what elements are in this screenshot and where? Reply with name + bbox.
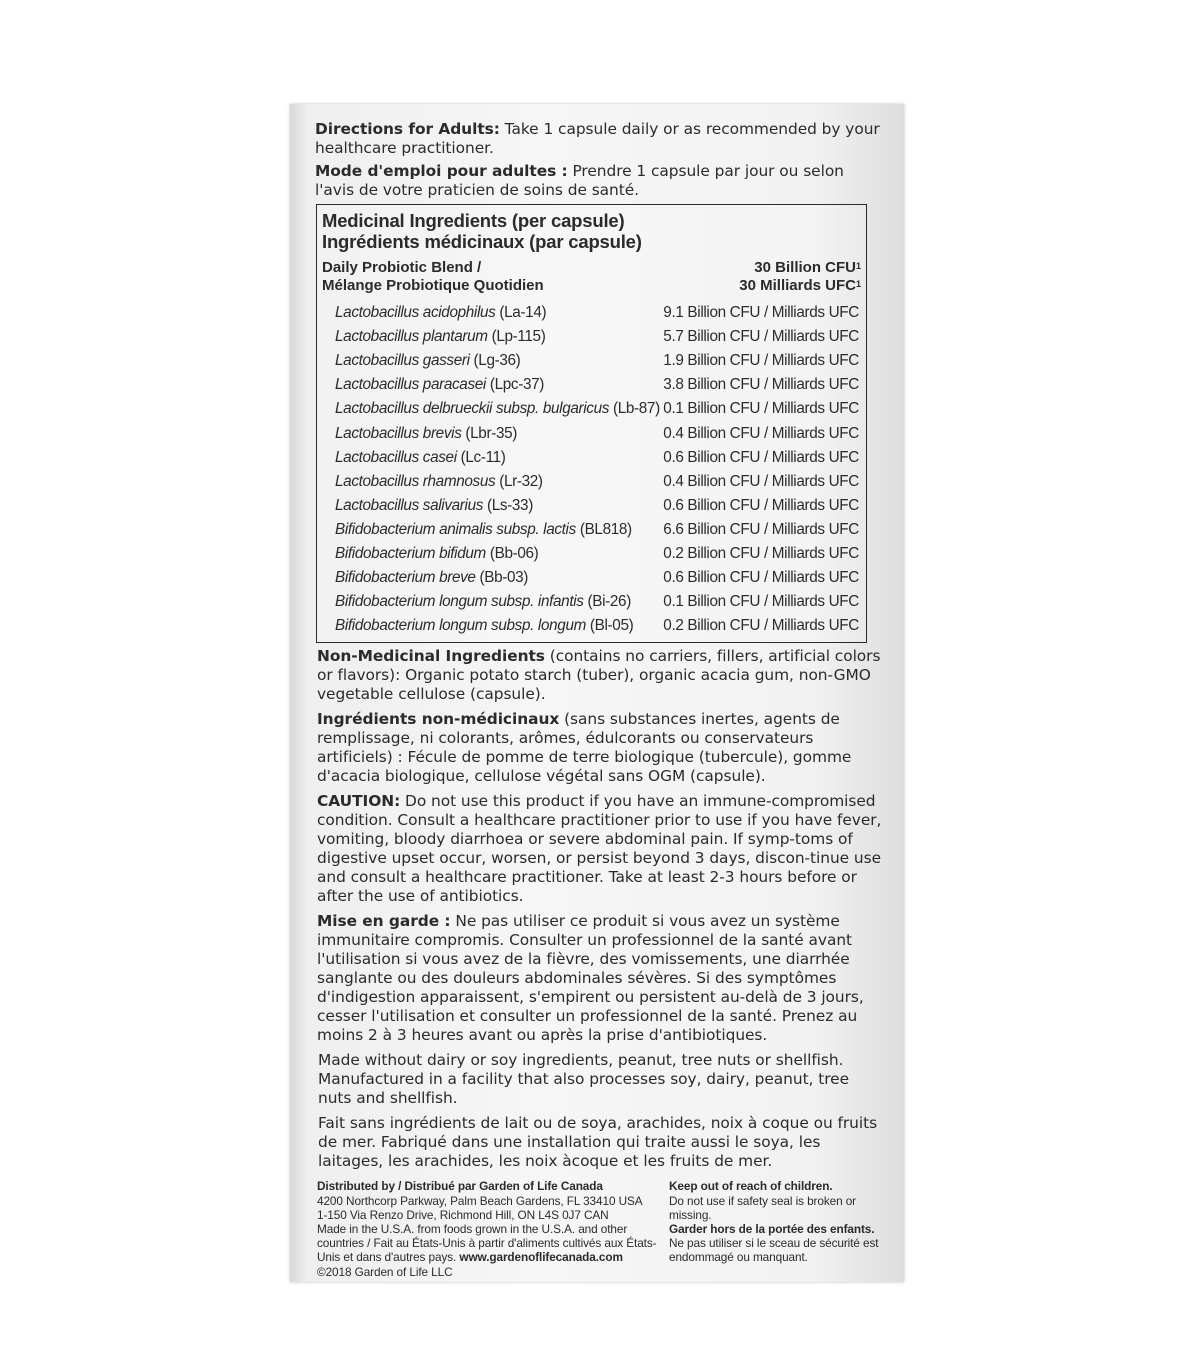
strain-code: (Lc-11)	[456, 448, 506, 466]
strain-code: (Lpc-37)	[485, 376, 545, 394]
medicinal-ingredients-table	[316, 204, 867, 643]
strain-row	[322, 421, 861, 445]
directions-en-label: Directions for Adults:	[315, 120, 500, 138]
table-title-fr: Ingrédients médicinaux (par capsule)	[322, 231, 642, 252]
keep-out-fr	[669, 1222, 879, 1265]
strain-amount: 0.4 Billion CFU / Milliards UFC	[663, 424, 859, 442]
strain-name	[322, 304, 546, 322]
safety-info	[663, 1179, 879, 1278]
strain-amount: 0.1 Billion CFU / Milliards UFC	[663, 593, 859, 611]
directions-fr-label: Mode d'emploi pour adultes :	[315, 162, 568, 180]
strain-amount: 0.4 Billion CFU / Milliards UFC	[663, 472, 859, 490]
strain-row	[322, 301, 861, 325]
strain-amount: 0.6 Billion CFU / Milliards UFC	[663, 569, 859, 587]
non-medicinal-fr	[315, 710, 883, 786]
species: Lactobacillus delbrueckii subsp. bulgaricus	[335, 400, 610, 418]
blend-row	[322, 259, 861, 295]
allergen-en: Made without dairy or soy ingredients, peanut, tree nuts or shellfish. Manufactured in a facility that also processes soy, dairy, peanut, tree nuts and shellfish.	[318, 1051, 849, 1108]
strain-code: (Bb-03)	[475, 569, 529, 587]
caution-fr-text: Ne pas utiliser ce produit si vous avez un système immunitaire compromis. Consulter un professionnel de la santé avant l'utilisation si vous avez de la fièvre, des vomissements, une diarrhée sanglante ou des douleurs abdominales sévères. Si des symptômes d'indigestion apparaissent, s'empirent ou persistent au-delà de 3 jours, cesser l'utilisation et consulter un professionnel de la santé. Prenez au moins 2 à 3 heures avant ou après la prise d'antibiotiques.	[317, 912, 864, 1045]
non-medicinal-en-label: Non-Medicinal Ingredients	[317, 647, 545, 666]
label-content	[315, 120, 883, 1279]
strain-row	[322, 614, 861, 638]
blend-amount-fr	[739, 277, 861, 295]
strain-rows	[322, 301, 861, 638]
species: Lactobacillus gasseri	[335, 352, 470, 370]
address-1: 4200 Northcorp Parkway, Palm Beach Gardens, FL 33410 USA	[317, 1193, 643, 1208]
strain-code: (Lg-36)	[469, 352, 521, 370]
distributor-info	[315, 1179, 663, 1278]
seal-warning-en: Do not use if safety seal is broken or missing.	[669, 1193, 857, 1222]
strain-name	[322, 449, 506, 467]
species: Lactobacillus rhamnosus	[335, 472, 496, 490]
strain-amount: 9.1 Billion CFU / Milliards UFC	[663, 304, 859, 322]
caution-en-label: CAUTION:	[317, 792, 401, 811]
allergen-fr: Fait sans ingrédients de lait ou de soya, arachides, noix à coque ou fruits de mer. Fabriqué dans une installation qui traite aussi le soya, les laitages, les arachides, les noix àcoque et les fruits de mer.	[318, 1114, 878, 1171]
strain-amount: 0.2 Billion CFU / Milliards UFC	[663, 544, 859, 562]
strain-code: (Bi-26)	[583, 593, 631, 611]
caution-en	[315, 792, 883, 906]
strain-row	[322, 542, 861, 566]
label-panel	[290, 104, 904, 1282]
address-2: 1-150 Via Renzo Drive, Richmond Hill, ON L4S 0J7 CAN	[317, 1207, 609, 1222]
strain-name	[322, 497, 533, 515]
strain-row	[322, 470, 861, 494]
distributor-label-text: Distributed by / Distribué par Garden of Life Canada	[317, 1179, 603, 1194]
non-medicinal-en-text: (contains no carriers, fillers, artificial colors or flavors): Organic potato starch (tuber), organic acacia gum, non-GMO vegetable cellulose (capsule).	[317, 647, 881, 704]
species: Lactobacillus brevis	[335, 424, 462, 442]
strain-row	[322, 373, 861, 397]
non-medicinal-fr-label: Ingrédients non-médicinaux	[317, 710, 560, 729]
non-medicinal-fr-text: (sans substances inertes, agents de remplissage, ni colorants, arômes, édulcorants ou conservateurs artificiels) : Fécule de pomme de terre biologique (tubercule), gomme d'acacia biologique, cellulose végétal sans OGM (capsule).	[317, 710, 852, 786]
footnote-mark: 1	[855, 261, 861, 271]
strain-code: (Lr-32)	[495, 472, 543, 490]
strain-amount: 1.9 Billion CFU / Milliards UFC	[663, 352, 859, 370]
strain-amount: 0.2 Billion CFU / Milliards UFC	[663, 617, 859, 635]
strain-name	[322, 569, 528, 587]
strain-row	[322, 590, 861, 614]
strain-amount: 0.6 Billion CFU / Milliards UFC	[663, 496, 859, 514]
directions-en	[315, 120, 883, 158]
strain-row	[322, 494, 861, 518]
strain-row	[322, 446, 861, 470]
strain-code: (Lp-115)	[487, 328, 546, 346]
seal-warning-fr: Ne pas utiliser si le sceau de sécurité est endommagé ou manquant.	[669, 1236, 879, 1265]
strain-amount: 6.6 Billion CFU / Milliards UFC	[663, 520, 859, 538]
keep-out-en	[669, 1179, 879, 1193]
strain-name	[322, 593, 631, 611]
strain-row	[322, 518, 861, 542]
strain-name	[322, 400, 660, 418]
blend-amount	[739, 259, 861, 295]
keep-out-en-text: Keep out of reach of children.	[669, 1179, 833, 1194]
strain-name	[322, 473, 543, 491]
species: Bifidobacterium breve	[335, 569, 476, 587]
species: Lactobacillus salivarius	[335, 496, 484, 514]
origin-text: Made in the U.S.A. from foods grown in the U.S.A. and other countries / Fait au États-Unis à partir d'aliments cultivés aux États-Unis et dans d'autres pays.	[317, 1221, 657, 1265]
strain-code: (Lbr-35)	[461, 424, 518, 442]
strain-amount: 3.8 Billion CFU / Milliards UFC	[663, 376, 859, 394]
blend-name	[322, 259, 544, 295]
footnote-mark: 1	[855, 279, 861, 289]
strain-row	[322, 325, 861, 349]
caution-fr-label: Mise en garde :	[317, 912, 451, 931]
origin-statement	[317, 1222, 663, 1265]
strain-code: (La-14)	[495, 304, 547, 322]
blend-amount-en-text: 30 Billion CFU	[754, 259, 856, 276]
strain-code: (Bl-05)	[586, 617, 634, 635]
strain-name	[322, 328, 545, 346]
species: Lactobacillus paracasei	[335, 376, 486, 394]
species: Lactobacillus acidophilus	[335, 304, 496, 322]
non-medicinal-en	[315, 647, 883, 704]
directions-fr	[315, 162, 883, 200]
caution-en-text: Do not use this product if you have an immune-compromised condition. Consult a healthcare practitioner prior to use if you have fever, vomiting, bloody diarrhoea or severe abdominal pain. If symp-toms of digestive upset occur, worsen, or persist beyond 3 days, discon-tinue use and consult a healthcare practitioner. Take at least 2-3 hours before or after the use of antibiotics.	[317, 792, 882, 906]
copyright: ©2018 Garden of Life LLC	[317, 1264, 453, 1279]
strain-name	[322, 425, 517, 443]
strain-amount: 0.1 Billion CFU / Milliards UFC	[663, 400, 859, 418]
strain-code: (BL818)	[575, 520, 632, 538]
strain-name	[322, 352, 520, 370]
species: Bifidobacterium animalis subsp. lactis	[335, 520, 576, 538]
strain-row	[322, 349, 861, 373]
strain-amount: 5.7 Billion CFU / Milliards UFC	[663, 328, 859, 346]
website-link[interactable]: www.gardenoflifecanada.com	[459, 1250, 623, 1265]
distributor-label	[317, 1179, 663, 1193]
directions-en-text: Take 1 capsule daily or as recommended by your healthcare practitioner.	[315, 120, 880, 157]
strain-row	[322, 397, 861, 421]
strain-name	[322, 376, 544, 394]
strain-name	[322, 521, 632, 539]
strain-code: (Lb-87)	[609, 400, 660, 418]
species: Bifidobacterium bifidum	[335, 544, 486, 562]
footer	[315, 1179, 883, 1278]
directions-fr-text: Prendre 1 capsule par jour ou selon l'avis de votre praticien de soins de santé.	[315, 162, 844, 199]
table-title-en: Medicinal Ingredients (per capsule)	[322, 210, 625, 231]
caution-fr	[315, 912, 883, 1045]
species: Bifidobacterium longum subsp. longum	[335, 617, 586, 635]
strain-code: (Ls-33)	[483, 496, 533, 514]
strain-name	[322, 545, 538, 563]
blend-amount-fr-text: 30 Milliards UFC	[739, 277, 856, 294]
blend-name-en: Daily Probiotic Blend /	[322, 259, 482, 276]
blend-amount-en	[739, 259, 861, 277]
blend-name-fr: Mélange Probiotique Quotidien	[322, 277, 544, 294]
species: Lactobacillus plantarum	[335, 328, 488, 346]
strain-code: (Bb-06)	[485, 544, 539, 562]
strain-name	[322, 617, 633, 635]
strain-row	[322, 566, 861, 590]
keep-out-fr-text: Garder hors de la portée des enfants.	[669, 1221, 875, 1236]
species: Bifidobacterium longum subsp. infantis	[335, 593, 584, 611]
strain-amount: 0.6 Billion CFU / Milliards UFC	[663, 448, 859, 466]
species: Lactobacillus casei	[335, 448, 457, 466]
